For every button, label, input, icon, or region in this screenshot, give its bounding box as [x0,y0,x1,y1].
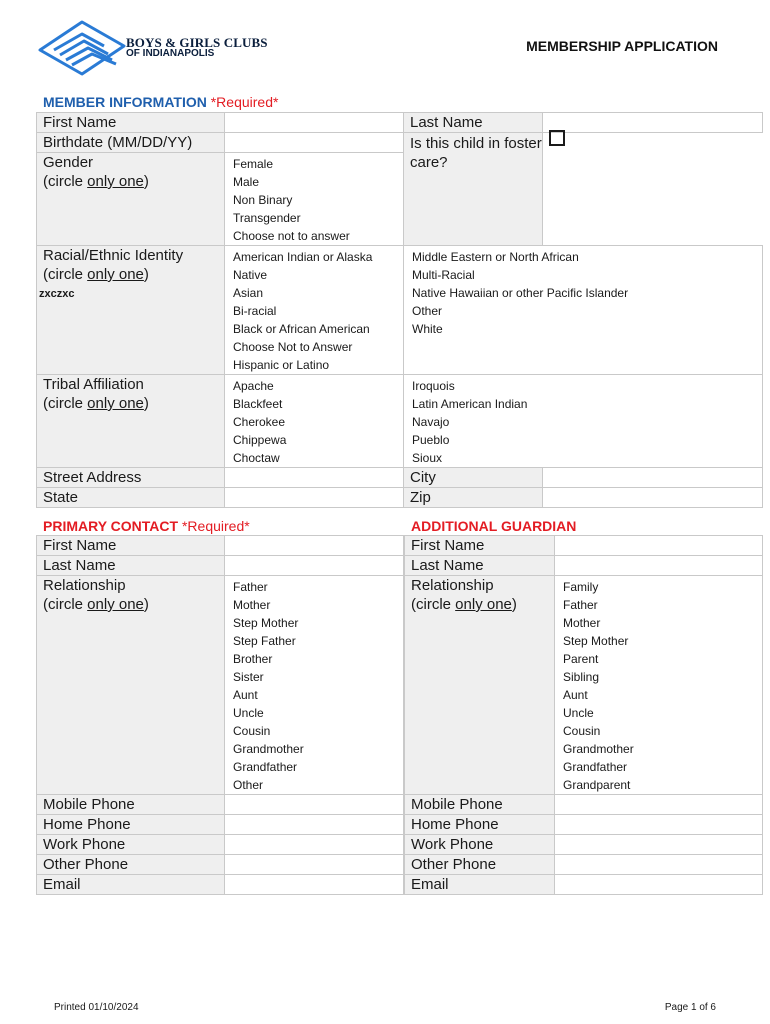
foster-care-line2: care? [410,154,448,171]
option-item[interactable]: Mother [233,598,271,612]
primary-mobile-label: Mobile Phone [37,795,225,815]
primary-first-name-field[interactable] [225,536,404,556]
member-section-title [43,94,278,110]
birthdate-label: Birthdate (MM/DD/YY) [37,133,225,153]
guardian-table [404,535,763,895]
racial-label: Racial/Ethnic Identity [43,247,184,264]
tribal-options-left [225,375,404,468]
option-item[interactable]: Sioux [412,451,443,465]
option-item[interactable]: White [412,322,443,336]
option-item[interactable]: Iroquois [412,379,455,393]
city-label: City [404,468,543,488]
printed-date: Printed 01/10/2024 [54,1002,139,1013]
option-item[interactable]: Step Father [233,634,296,648]
primary-work-label: Work Phone [37,835,225,855]
foster-care-label [404,133,543,246]
guardian-first-name-field[interactable] [555,536,763,556]
option-item[interactable]: Sister [233,670,264,684]
primary-other-label: Other Phone [37,855,225,875]
state-field[interactable] [225,488,404,508]
option-item[interactable]: Choctaw [233,451,280,465]
option-item[interactable]: Transgender [233,211,301,225]
option-item[interactable]: Step Mother [563,634,629,648]
option-item[interactable]: Asian [233,286,264,300]
guardian-first-name-label: First Name [405,536,555,556]
member-required-marker: *Required* [210,94,279,110]
primary-relationship-label: Relationship [43,577,126,594]
option-item[interactable]: Navajo [412,415,450,429]
member-section-label: MEMBER INFORMATION [43,94,207,110]
guardian-work-field[interactable] [555,835,763,855]
option-item[interactable]: Step Mother [233,616,299,630]
guardian-other-field[interactable] [555,855,763,875]
tribal-label: Tribal Affiliation [43,376,144,393]
guardian-email-label: Email [405,875,555,895]
option-item[interactable]: Cousin [233,724,271,738]
guardian-mobile-field[interactable] [555,795,763,815]
option-item[interactable]: Family [563,580,599,594]
street-address-label: Street Address [37,468,225,488]
option-item[interactable]: Bi-racial [233,304,277,318]
option-item[interactable]: Other [233,778,264,792]
circle-one-note: (circle only one) [43,395,149,412]
guardian-home-label: Home Phone [405,815,555,835]
option-item[interactable]: Father [563,598,598,612]
member-info-table [36,112,763,508]
primary-first-name-label: First Name [37,536,225,556]
guardian-work-label: Work Phone [405,835,555,855]
primary-relationship-options [225,576,404,795]
primary-required-marker: *Required* [181,518,250,534]
option-item[interactable]: Grandfather [563,760,628,774]
gender-label: Gender [43,154,94,171]
gender-label-cell [37,153,225,246]
option-item[interactable]: Cousin [563,724,601,738]
street-address-field[interactable] [225,468,404,488]
guardian-title: ADDITIONAL GUARDIAN [411,518,577,534]
racial-label-cell [37,246,225,375]
primary-last-name-field[interactable] [225,556,404,576]
option-item[interactable]: American Indian or Alaska [233,250,373,264]
option-item[interactable]: Choose not to answer [233,229,350,243]
primary-contact-label: PRIMARY CONTACT [43,518,179,534]
option-item[interactable]: Blackfeet [233,397,283,411]
option-item[interactable]: Grandmother [233,742,304,756]
option-item[interactable]: Brother [233,652,273,666]
option-item[interactable]: Native Hawaiian or other Pacific Islander [412,286,629,300]
primary-home-field[interactable] [225,815,404,835]
primary-last-name-label: Last Name [37,556,225,576]
zip-label: Zip [404,488,543,508]
guardian-relationship-label: Relationship [411,577,494,594]
guardian-home-field[interactable] [555,815,763,835]
circle-one-note: (circle only one) [411,596,517,613]
zip-field[interactable] [543,488,763,508]
option-item[interactable]: Multi-Racial [412,268,475,282]
guardian-mobile-label: Mobile Phone [405,795,555,815]
option-item[interactable]: Sibling [563,670,600,684]
member-last-name-field[interactable] [543,113,763,133]
option-item[interactable]: Black or African American [233,322,370,336]
guardian-last-name-label: Last Name [405,556,555,576]
option-item[interactable]: Middle Eastern or North African [412,250,579,264]
guardian-last-name-field[interactable] [555,556,763,576]
primary-home-label: Home Phone [37,815,225,835]
option-item[interactable]: Grandfather [233,760,298,774]
option-item[interactable]: Native [233,268,268,282]
option-item[interactable]: Chippewa [233,433,287,447]
city-field[interactable] [543,468,763,488]
option-item[interactable]: Father [233,580,268,594]
primary-contact-table [36,535,404,895]
guardian-relationship-label-cell [405,576,555,795]
circle-one-note: (circle only one) [43,596,149,613]
racial-note: zxczxc [39,288,75,300]
option-item[interactable]: Uncle [233,706,264,720]
option-item[interactable]: Male [233,175,260,189]
gender-options [225,153,404,246]
primary-email-field[interactable] [225,875,404,895]
last-name-label: Last Name [404,113,543,133]
primary-relationship-label-cell [37,576,225,795]
circle-one-note: (circle only one) [43,266,149,283]
option-item[interactable]: Grandmother [563,742,634,756]
option-item[interactable]: Grandparent [563,778,631,792]
primary-email-label: Email [37,875,225,895]
tribal-options-right [404,375,763,468]
page-number: Page 1 of 6 [664,1002,716,1013]
state-label: State [37,488,225,508]
option-item[interactable]: Pueblo [412,433,450,447]
logo-name: BOYS & GIRLS CLUBS [126,35,268,50]
foster-care-line1: Is this child in foster [410,135,542,152]
foster-care-cell [543,133,763,246]
option-item[interactable]: Mother [563,616,601,630]
racial-options-right [404,246,763,375]
primary-work-field[interactable] [225,835,404,855]
logo-subtitle: OF INDIANAPOLIS [126,48,215,59]
option-item[interactable]: Latin American Indian [412,397,528,411]
member-first-name-field[interactable] [225,113,404,133]
option-item[interactable]: Parent [563,652,599,666]
option-item[interactable]: Non Binary [233,193,293,207]
tribal-label-cell [37,375,225,468]
option-item[interactable]: Apache [233,379,274,393]
first-name-label: First Name [37,113,225,133]
option-item[interactable]: Aunt [563,688,588,702]
option-item[interactable]: Aunt [233,688,258,702]
option-item[interactable]: Uncle [563,706,594,720]
checkbox-icon[interactable] [549,130,565,146]
option-item[interactable]: Hispanic or Latino [233,358,330,372]
primary-mobile-field[interactable] [225,795,404,815]
guardian-other-label: Other Phone [405,855,555,875]
document-title: MEMBERSHIP APPLICATION [526,38,718,54]
racial-options-left [225,246,404,375]
guardian-relationship-options [555,576,763,795]
circle-one-note: (circle only one) [43,173,149,190]
primary-other-field[interactable] [225,855,404,875]
member-birthdate-field[interactable] [225,133,404,153]
option-item[interactable]: Choose Not to Answer [233,340,353,354]
option-item[interactable]: Other [412,304,443,318]
option-item[interactable]: Cherokee [233,415,286,429]
primary-contact-title [43,518,250,534]
guardian-email-field[interactable] [555,875,763,895]
option-item[interactable]: Female [233,157,274,171]
